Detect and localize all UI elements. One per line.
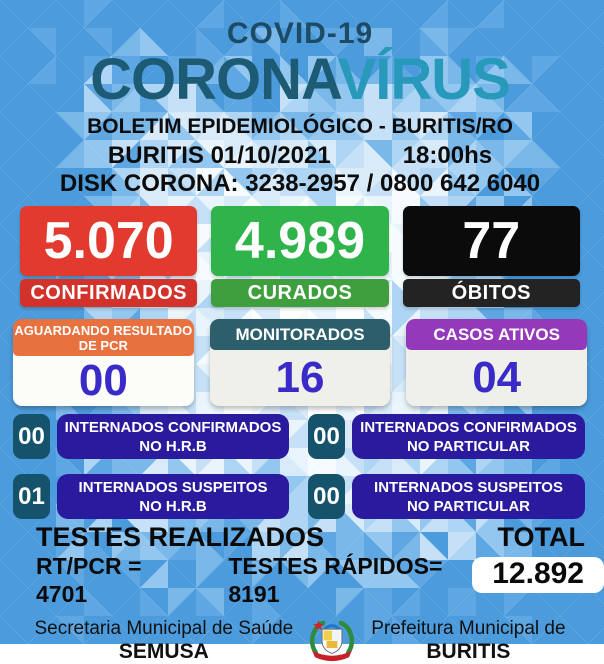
buritis-coat-of-arms-logo — [305, 616, 359, 664]
bulletin-subtitle: BOLETIM EPIDEMIOLÓGICO - BURITIS/RO — [87, 115, 513, 138]
tests-section-title: TESTES REALIZADOS — [36, 522, 325, 552]
hospitalized-confirmed-private-label — [352, 414, 585, 459]
pending-pcr-card-header — [13, 319, 194, 356]
label-line2: NO PARTICULAR — [406, 497, 531, 515]
primary-stats-row — [0, 206, 600, 307]
rapid-tests-count: TESTES RÁPIDOS= 8191 — [228, 553, 443, 607]
active-cases-value: 04 — [406, 350, 587, 406]
rt-pcr-count: RT/PCR = 4701 — [36, 553, 142, 607]
hospitalized-suspected-hrb-count: 01 — [13, 474, 50, 519]
hospitalized-confirmed-hrb-count: 00 — [13, 414, 50, 459]
health-department-name: Secretaria Municipal de Saúde — [34, 617, 294, 639]
label-line2: NO PARTICULAR — [406, 437, 531, 455]
hospitalized-suspected-private — [308, 474, 585, 519]
label-line2: NO H.R.B — [139, 497, 207, 515]
cured-cases-value: 4.989 — [211, 206, 388, 276]
time-text: 18:00hs — [402, 142, 493, 169]
total-tests-value-badge: 12.892 — [472, 557, 604, 593]
label-line1: INTERNADOS SUSPEITOS — [78, 478, 268, 496]
pending-pcr-value: 00 — [13, 356, 194, 406]
hospitalized-suspected-private-label — [352, 474, 585, 519]
hospitalized-confirmed-private — [308, 414, 585, 459]
monitored-card-header: MONITORADOS — [210, 319, 391, 350]
date-time-row — [0, 142, 600, 169]
pending-pcr-card — [13, 319, 194, 406]
health-department-block — [34, 618, 293, 663]
hospitalized-suspected-hrb — [13, 474, 289, 519]
confirmed-cases-value: 5.070 — [20, 206, 197, 276]
hospitalized-confirmed-hrb — [13, 414, 289, 459]
label-line1: INTERNADOS SUSPEITOS — [374, 478, 563, 496]
coronavirus-title-dark-part: CORONA — [90, 47, 338, 112]
health-department-acronym: SEMUSA — [118, 639, 209, 663]
tests-total-label: TOTAL — [497, 522, 585, 552]
deaths-value: 77 — [403, 206, 580, 276]
footer — [0, 616, 600, 664]
monitored-card — [210, 319, 391, 406]
hospitalized-confirmed-hrb-label — [57, 414, 289, 459]
deaths-box — [403, 206, 580, 307]
pending-pcr-label-line2: DE PCR — [78, 337, 128, 353]
hospitalized-suspected-hrb-label — [57, 474, 289, 519]
covid-19-title: COVID-19 — [226, 17, 374, 50]
label-line2: NO H.R.B — [139, 437, 207, 455]
cured-cases-box — [211, 206, 388, 307]
pending-pcr-label-line1: AGUARDANDO RESULTADO — [14, 322, 193, 338]
secondary-stats-row — [0, 319, 600, 406]
confirmed-cases-label: CONFIRMADOS — [20, 279, 197, 307]
active-cases-card-header: CASOS ATIVOS — [406, 319, 587, 350]
tests-header-row — [0, 523, 600, 551]
city-date-text: BURITIS 01/10/2021 — [107, 142, 331, 169]
coronavirus-title — [0, 47, 600, 112]
label-line1: INTERNADOS CONFIRMADOS — [360, 418, 577, 436]
monitored-value: 16 — [210, 350, 391, 406]
label-line1: INTERNADOS CONFIRMADOS — [64, 418, 282, 436]
cured-cases-label: CURADOS — [211, 279, 388, 307]
coronavirus-title-light-part: VÍRUS — [337, 47, 510, 112]
active-cases-card — [406, 319, 587, 406]
confirmed-cases-box — [20, 206, 197, 307]
prefecture-city: BURITIS — [426, 639, 511, 663]
deaths-label: ÓBITOS — [403, 279, 580, 307]
prefecture-block — [371, 618, 565, 663]
prefecture-name: Prefeitura Municipal de — [371, 617, 566, 639]
hospitalized-confirmed-private-count: 00 — [308, 414, 345, 459]
tests-values-row — [0, 552, 600, 608]
hospitalized-suspected-private-count: 00 — [308, 474, 345, 519]
disk-corona-hotline: DISK CORONA: 3238-2957 / 0800 642 6040 — [59, 170, 541, 197]
hospitalized-grid — [0, 414, 600, 519]
